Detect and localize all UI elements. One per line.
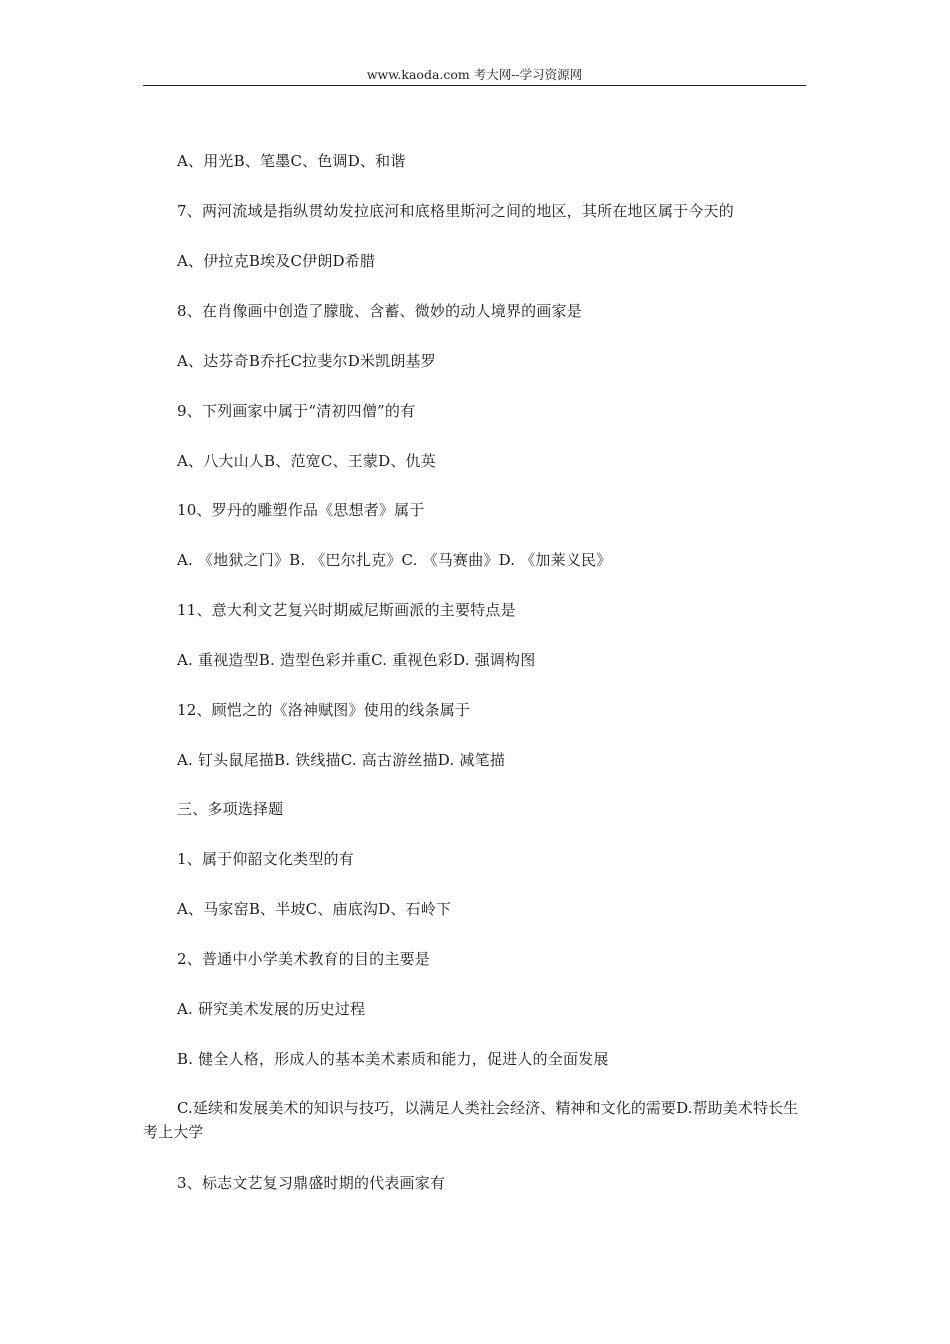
question-7: 7、两河流域是指纵贯幼发拉底河和底格里斯河之间的地区，其所在地区属于今天的	[177, 202, 734, 220]
question-9: 9、下列画家中属于“清初四僧”的有	[177, 402, 416, 420]
section-heading-multiple-choice: 三、多项选择题	[177, 800, 284, 818]
multi-question-3: 3、标志文艺复习鼎盛时期的代表画家有	[177, 1174, 446, 1192]
answer-options-q12: A. 钉头鼠尾描B. 铁线描C. 高古游丝描D. 减笔描	[177, 751, 506, 769]
answer-options-q7: A、伊拉克B埃及C伊朗D希腊	[177, 252, 376, 270]
answer-options-q6: A、用光B、笔墨C、色调D、和谐	[177, 152, 406, 170]
question-12: 12、顾恺之的《洛神赋图》使用的线条属于	[177, 701, 471, 719]
question-8: 8、在肖像画中创造了朦胧、含蓄、微妙的动人境界的画家是	[177, 302, 582, 320]
multi-answer-options-q1: A、马家窑B、半坡C、庙底沟D、石岭下	[177, 900, 452, 918]
answer-options-q10: A. 《地狱之门》B. 《巴尔扎克》C. 《马赛曲》D. 《加莱义民》	[177, 551, 612, 569]
multi-question-1: 1、属于仰韶文化类型的有	[177, 850, 354, 868]
multi-option-a-q2: A. 研究美术发展的历史过程	[177, 1000, 366, 1018]
question-11: 11、意大利文艺复兴时期威尼斯画派的主要特点是	[177, 601, 516, 619]
answer-options-q11: A. 重视造型B. 造型色彩并重C. 重视色彩D. 强调构图	[177, 651, 536, 669]
question-10: 10、罗丹的雕塑作品《思想者》属于	[177, 501, 425, 519]
header-rule	[143, 85, 806, 86]
answer-options-q9: A、八大山人B、范宽C、王蒙D、仇英	[177, 452, 436, 470]
page-header: www.kaoda.com 考大网--学习资源网	[366, 67, 583, 82]
answer-options-q8: A、达芬奇B乔托C拉斐尔D米凯朗基罗	[177, 352, 436, 370]
multi-option-b-q2: B. 健全人格，形成人的基本美术素质和能力，促进人的全面发展	[177, 1050, 609, 1068]
multi-options-cd-q2: C.延续和发展美术的知识与技巧，以满足人类社会经济、精神和文化的需要D.帮助美术特长生考上大学	[143, 1099, 799, 1141]
multi-question-2: 2、普通中小学美术教育的目的主要是	[177, 950, 430, 968]
